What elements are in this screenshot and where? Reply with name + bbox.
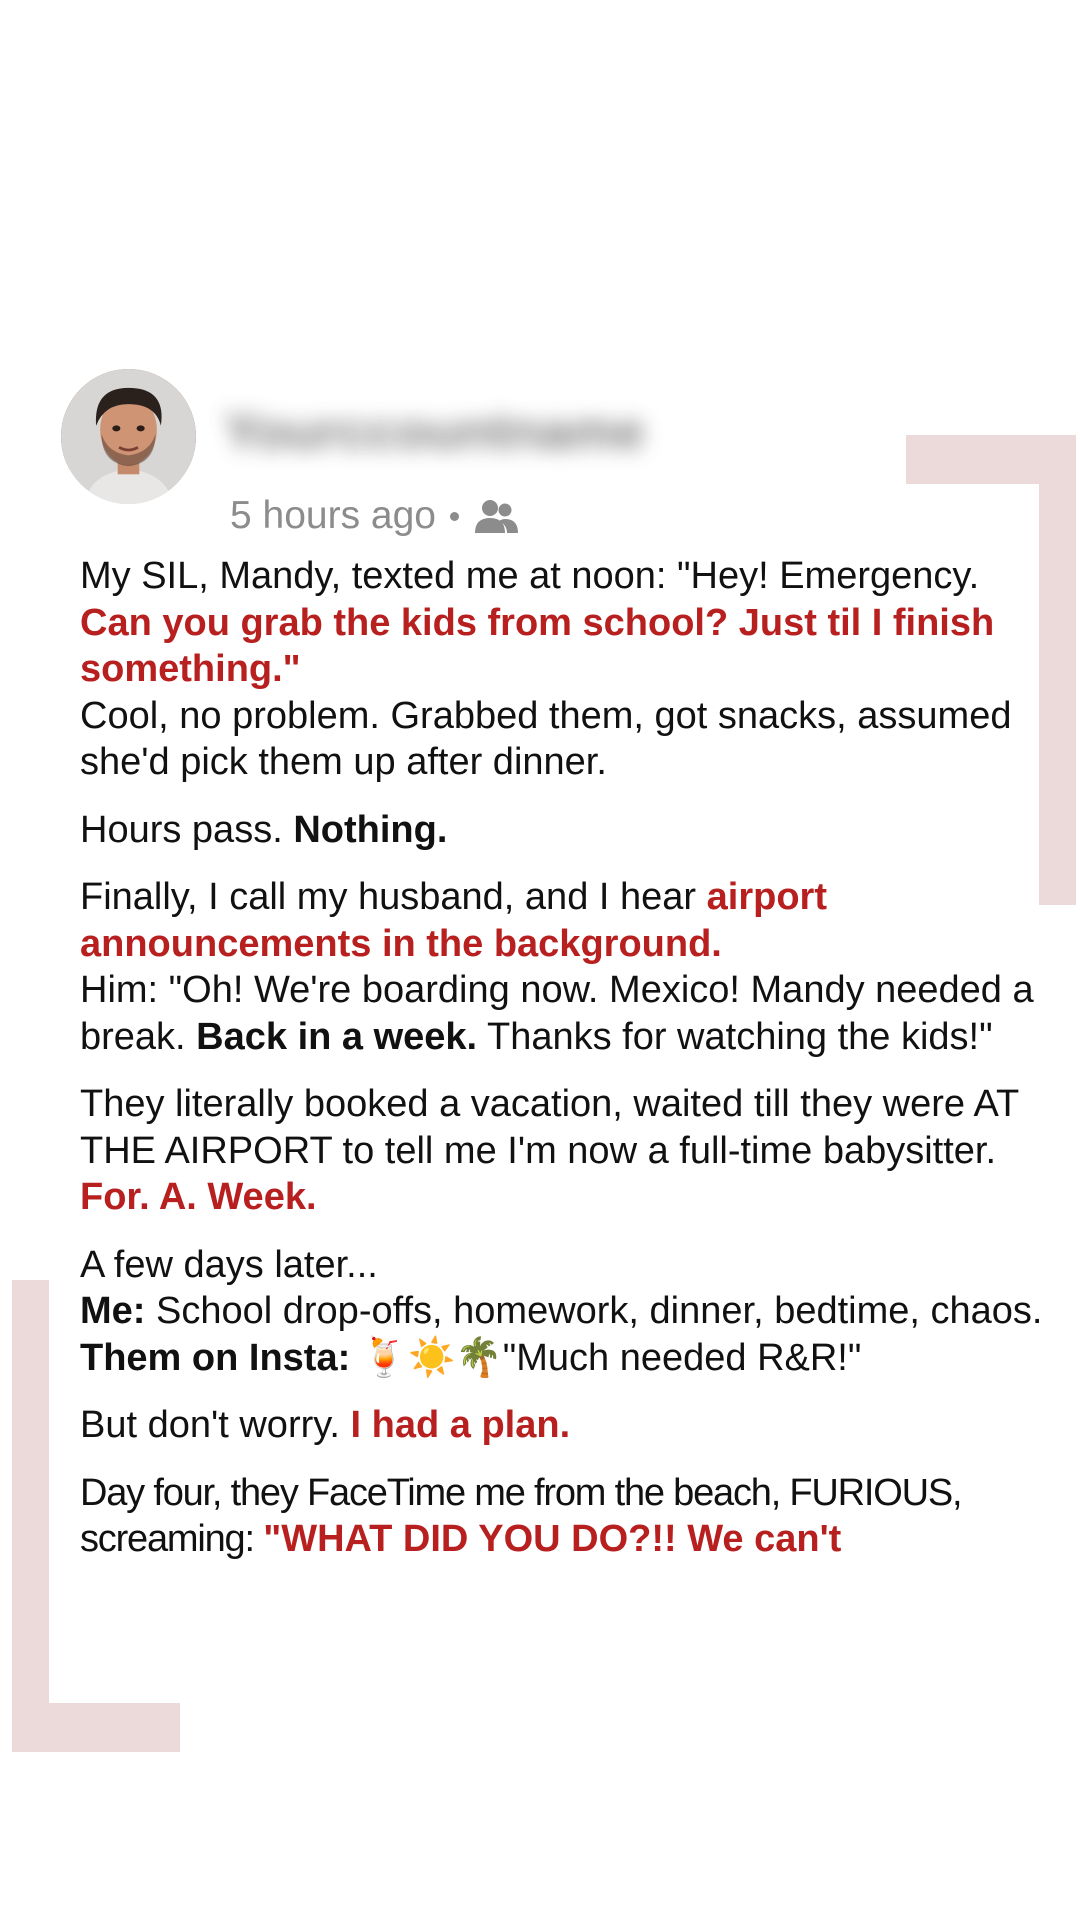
text-segment: Thanks for watching the kids!" <box>477 1015 993 1058</box>
highlight-red: "WHAT DID YOU DO?!! We can't <box>263 1518 842 1560</box>
post-body <box>80 553 1052 1645</box>
text-segment: They literally booked a vacation, waited till they were AT THE AIRPORT to tell me I'm now a full-time babysitter. <box>80 1083 1019 1172</box>
paragraph-2 <box>80 807 1052 854</box>
highlight-red: I had a plan. <box>350 1404 571 1446</box>
text-segment: But don't worry. <box>80 1404 351 1446</box>
text-segment: Hours pass. <box>80 808 294 851</box>
text-segment: My SIL, Mandy, texted me at noon: "Hey! Emergency. <box>80 555 980 597</box>
text-segment: Cool, no problem. Grabbed them, got snacks, assumed she'd pick them up after dinner. <box>80 694 1012 783</box>
paragraph-5 <box>80 1242 1052 1382</box>
text-segment: A few days later... <box>80 1243 378 1286</box>
timestamp[interactable]: 5 hours ago <box>230 494 436 537</box>
highlight-bold: Nothing. <box>293 808 448 851</box>
highlight-bold: Back in a week. <box>196 1015 478 1058</box>
paragraph-4 <box>80 1081 1052 1221</box>
highlight-red: airport announcements in the background. <box>80 876 827 965</box>
avatar[interactable] <box>61 369 196 504</box>
friends-icon[interactable] <box>473 497 519 535</box>
text-segment: Him: "Oh! We're boarding now. Mexico! Mandy needed a break. <box>80 969 1034 1058</box>
paragraph-7 <box>80 1470 1052 1563</box>
text-segment: Finally, I call my husband, and I hear <box>80 876 707 918</box>
text-segment: 🍹☀️🌴"Much needed R&R!" <box>350 1336 862 1379</box>
highlight-red: Can you grab the kids from school? Just til I finish something." <box>80 601 995 690</box>
profile-photo-icon <box>61 369 196 504</box>
text-segment: School drop-offs, homework, dinner, bedtime, chaos. <box>145 1290 1043 1332</box>
paragraph-6 <box>80 1402 1052 1449</box>
separator-dot <box>450 512 459 521</box>
paragraph-1 <box>80 553 1052 786</box>
username-text: Yourccountname <box>224 403 645 461</box>
highlight-bold: Them on Insta: <box>80 1336 351 1379</box>
highlight-red: For. A. Week. <box>80 1176 317 1218</box>
username[interactable] <box>224 402 664 462</box>
paragraph-3 <box>80 874 1052 1060</box>
highlight-bold: Me: <box>80 1290 146 1332</box>
text-segment: Day four, they FaceTime me from the beach, FURIOUS, screaming: <box>80 1471 962 1560</box>
post-meta <box>230 490 519 542</box>
